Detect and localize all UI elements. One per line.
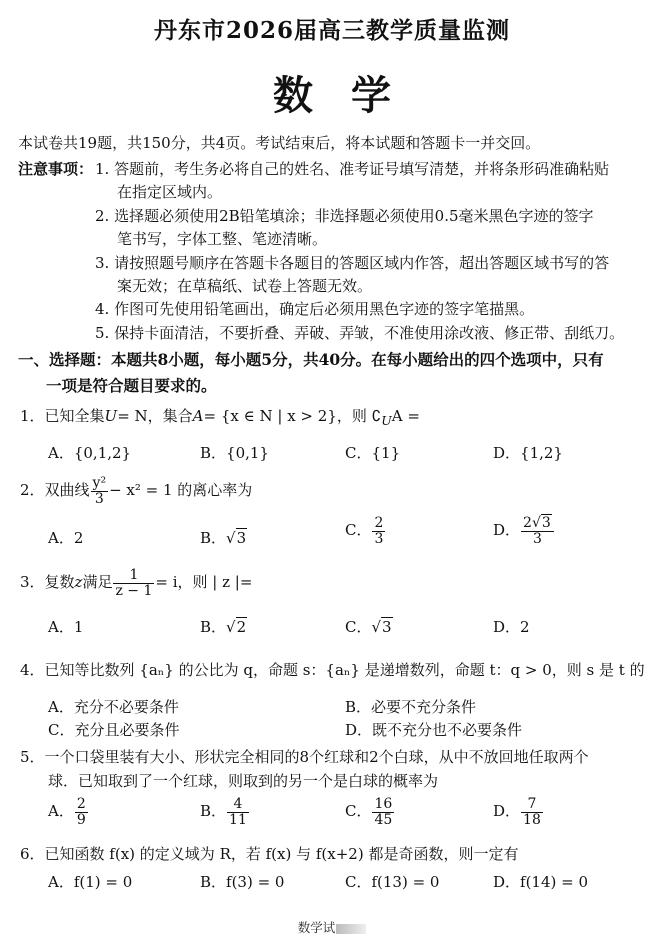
question-5-stem: 5．一个口袋里装有大小、形状完全相同的8个红球和2个白球，从中不放回地任取两个 — [20, 748, 589, 766]
question-3-stem — [20, 568, 252, 598]
section-heading-cont: 一项是符合题目要求的。 — [46, 376, 217, 395]
notice-item: 3. 请按照题号顺序在答题卡各题目的答题区域内作答，超出答题区域书写的答 — [95, 254, 610, 272]
q3-fraction — [113, 568, 154, 598]
q3-text: 3．复数 — [20, 573, 75, 592]
fraction-denominator: 3 — [94, 490, 104, 507]
radicand: 3 — [382, 618, 392, 636]
fraction-numerator: 16 — [374, 796, 393, 812]
q3-text: = i，则 | z |= — [155, 573, 253, 592]
q4-option-b: B．必要不充分条件 — [345, 698, 477, 716]
q2-option-b — [200, 527, 247, 548]
fraction-numerator: y² — [92, 475, 107, 491]
notice-item: 2. 选择题必须使用2B铅笔填涂；非选择题必须使用0.5毫米黑色字迹的签字 — [95, 207, 594, 225]
notice-item: 在指定区域内。 — [117, 183, 223, 201]
question-6-stem: 6．已知函数 f(x) 的定义域为 R，若 f(x) 与 f(x+2) 都是奇函数，则一定有 — [20, 845, 519, 863]
option-label: A． — [48, 802, 74, 821]
option-fraction — [75, 797, 88, 827]
radicand: 3 — [541, 515, 551, 531]
fraction-numerator: 2 — [76, 796, 86, 812]
q4-option-a: A．充分不必要条件 — [48, 698, 179, 716]
sqrt: √3 — [531, 515, 551, 531]
section-heading: 一、选择题：本题共8小题，每小题5分，共40分。在每小题给出的四个选项中，只有 — [18, 350, 604, 369]
notice-item: 1. 答题前，考生务必将自己的姓名、准考证号填写清楚，并将条形码准确粘贴 — [95, 160, 610, 178]
q5-option-c — [345, 797, 395, 827]
coefficient: 2 — [523, 515, 532, 531]
option-fraction — [521, 797, 543, 827]
intro-text: 本试卷共19题，共150分，共4页。考试结束后，将本试题和答题卡一并交回。 — [18, 134, 541, 152]
notice-item: 案无效；在草稿纸、试卷上答题无效。 — [117, 277, 373, 295]
question-1-stem — [20, 405, 420, 428]
q5-option-a — [48, 797, 89, 827]
footer-blurred-text — [336, 924, 366, 934]
q3-option-b — [200, 616, 247, 637]
sqrt: √3 — [226, 529, 247, 547]
q1-var: U — [104, 407, 118, 425]
notice-item: 5. 保持卡面清洁，不要折叠、弄破、弄皱，不准使用涂改液、修正带、刮纸刀。 — [95, 324, 625, 342]
fraction-denominator: 3 — [374, 530, 384, 547]
sqrt: √3 — [371, 618, 392, 636]
option-fraction — [372, 797, 394, 827]
q1-text: = N，集合 — [117, 407, 193, 425]
option-fraction — [521, 516, 554, 546]
subject-heading: 数学 — [273, 72, 429, 119]
fraction-denominator: 11 — [229, 811, 247, 828]
q3-option-c — [345, 616, 393, 637]
fraction-denominator: 3 — [532, 530, 542, 547]
fraction-numerator — [521, 516, 554, 532]
q3-var: z — [74, 573, 83, 592]
fraction-denominator: 45 — [374, 811, 393, 828]
q1-text: 1．已知全集 — [20, 407, 105, 425]
q1-option-c: C．{1} — [345, 444, 401, 462]
option-fraction — [227, 797, 249, 827]
q2-option-a: A．2 — [48, 529, 84, 547]
q1-option-d: D．{1,2} — [493, 444, 563, 462]
option-label: C． — [345, 521, 372, 540]
option-label: C． — [345, 802, 372, 821]
fraction-denominator: z − 1 — [115, 582, 153, 599]
option-label: C． — [345, 618, 372, 636]
fraction-denominator: 18 — [523, 811, 541, 828]
q1-text: = {x ∈ N | x > 2}，则 ∁ — [203, 407, 382, 425]
question-4-stem: 4．已知等比数列 {aₙ} 的公比为 q，命题 s：{aₙ} 是递增数列，命题 t：q > 0，则 s 是 t 的 — [20, 661, 645, 679]
q1-option-b: B．{0,1} — [200, 444, 269, 462]
option-label: D． — [493, 521, 521, 540]
q2-fraction — [91, 476, 109, 506]
q6-option-b: B．f(3) = 0 — [200, 873, 285, 891]
notice-label: 注意事项： — [18, 160, 94, 178]
q6-option-a: A．f(1) = 0 — [48, 873, 133, 891]
sqrt: √2 — [226, 618, 247, 636]
footer-text: 数学试 — [297, 920, 336, 935]
notice-item: 4. 作图可先使用铅笔画出，确定后必须用黑色字迹的签字笔描黑。 — [95, 300, 535, 318]
q1-text: A = — [391, 407, 420, 425]
question-2-stem — [20, 476, 252, 506]
q2-option-d — [493, 516, 555, 546]
q1-var: U — [381, 413, 392, 428]
q2-text: 2．双曲线 — [20, 481, 90, 500]
q2-option-c — [345, 516, 386, 546]
page-footer — [0, 918, 664, 936]
q6-option-d: D．f(14) = 0 — [493, 873, 589, 891]
q4-option-c: C．充分且必要条件 — [48, 721, 180, 739]
notice-item: 笔书写，字体工整、笔迹清晰。 — [117, 230, 328, 248]
q1-option-a: A．{0,1,2} — [48, 444, 132, 462]
fraction-numerator: 7 — [521, 797, 543, 813]
q6-option-c: C．f(13) = 0 — [345, 873, 440, 891]
q5-option-d — [493, 797, 544, 827]
q4-option-d: D．既不充分也不必要条件 — [345, 721, 523, 739]
option-label: B． — [200, 529, 227, 547]
radicand: 2 — [236, 618, 247, 636]
q1-var: A — [192, 407, 204, 425]
q3-option-a: A．1 — [48, 618, 84, 636]
radicand: 3 — [236, 529, 247, 547]
option-fraction — [372, 516, 385, 546]
fraction-numerator: 1 — [113, 568, 154, 584]
q3-option-d: D．2 — [493, 618, 530, 636]
option-label: B． — [200, 802, 227, 821]
option-label: D． — [493, 802, 521, 821]
fraction-numerator: 2 — [374, 515, 384, 531]
question-5-stem-cont: 球．已知取到了一个红球，则取到的另一个是白球的概率为 — [48, 772, 439, 790]
q3-text: 满足 — [82, 573, 113, 592]
fraction-denominator: 9 — [76, 811, 86, 828]
fraction-numerator: 4 — [227, 797, 249, 813]
q5-option-b — [200, 797, 250, 827]
option-label: B． — [200, 618, 227, 636]
exam-title: 丹东市2026届高三教学质量监测 — [153, 17, 510, 44]
q2-text: − x² = 1 的离心率为 — [109, 481, 253, 500]
